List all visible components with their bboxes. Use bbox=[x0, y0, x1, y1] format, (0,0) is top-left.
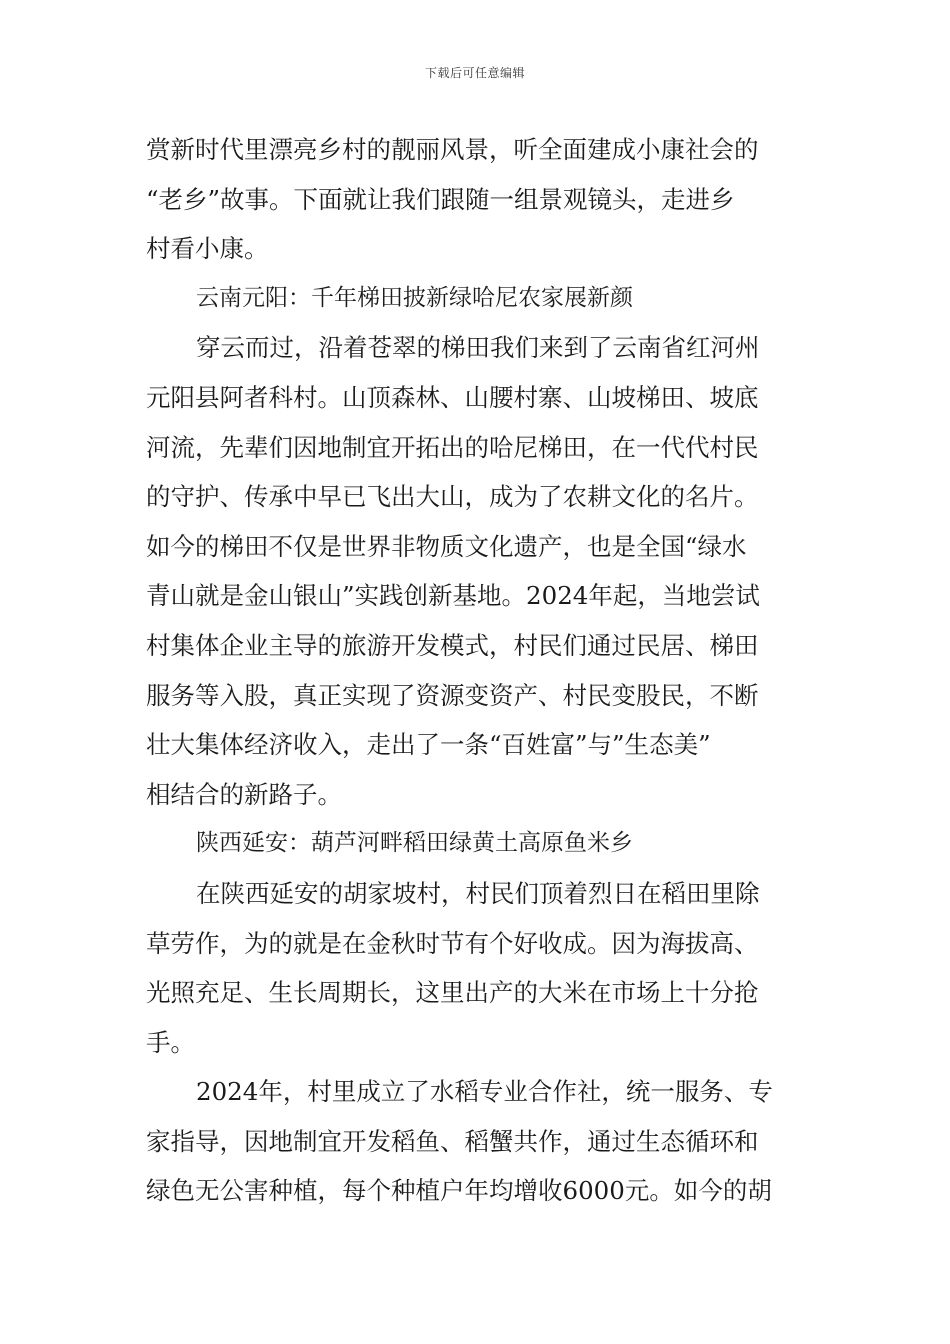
text-line: 手。 bbox=[146, 1027, 195, 1057]
text-line: 绿色无公害种植，每个种植户年均增收6000元。如今的胡 bbox=[146, 1176, 772, 1206]
text-line: 的守护、传承中早已飞出大山，成为了农耕文化的名片。 bbox=[146, 482, 759, 512]
text-line: 穿云而过，沿着苍翠的梯田我们来到了云南省红河州 bbox=[196, 333, 760, 363]
page-header-note: 下载后可任意编辑 bbox=[424, 66, 525, 80]
text-line: 服务等入股，真正实现了资源变资产、村民变股民，不断 bbox=[146, 680, 759, 710]
text-line: 如今的梯田不仅是世界非物质文化遗产，也是全国“绿水 bbox=[146, 531, 747, 561]
text-line: 河流，先辈们因地制宜开拓出的哈尼梯田，在一代代村民 bbox=[146, 432, 759, 462]
section-heading: 陕西延安：葫芦河畔稻田绿黄土高原鱼米乡 bbox=[196, 830, 633, 857]
text-line: “老乡”故事。下面就让我们跟随一组景观镜头，走进乡 bbox=[146, 184, 735, 214]
text-line: 村集体企业主导的旅游开发模式，村民们通过民居、梯田 bbox=[146, 630, 759, 660]
text-line: 青山就是金山银山”实践创新基地。2024年起，当地尝试 bbox=[146, 581, 760, 611]
text-line: 赏新时代里漂亮乡村的靓丽风景，听全面建成小康社会的 bbox=[146, 135, 759, 164]
text-line: 村看小康。 bbox=[146, 234, 269, 264]
text-line: 壮大集体经济收入，走出了一条“百姓富”与”生态美” bbox=[146, 730, 711, 760]
text-line: 家指导，因地制宜开发稻鱼、稻蟹共作，通过生态循环和 bbox=[146, 1126, 759, 1156]
document-body bbox=[146, 125, 811, 1216]
text-line: 光照充足、生长周期长，这里出产的大米在市场上十分抢 bbox=[146, 978, 759, 1008]
text-line: 草劳作，为的就是在金秋时节有个好收成。因为海拔高、 bbox=[146, 928, 759, 958]
text-line: 元阳县阿者科村。山顶森林、山腰村寨、山坡梯田、坡底 bbox=[146, 382, 759, 412]
text-line: 相结合的新路子。 bbox=[146, 779, 342, 809]
text-line: 在陕西延安的胡家坡村，村民们顶着烈日在稻田里除 bbox=[196, 878, 760, 908]
section-heading: 云南元阳：千年梯田披新绿哈尼农家展新颜 bbox=[196, 284, 633, 311]
text-line: 2024年，村里成立了水稻专业合作社，统一服务、专 bbox=[196, 1077, 773, 1107]
